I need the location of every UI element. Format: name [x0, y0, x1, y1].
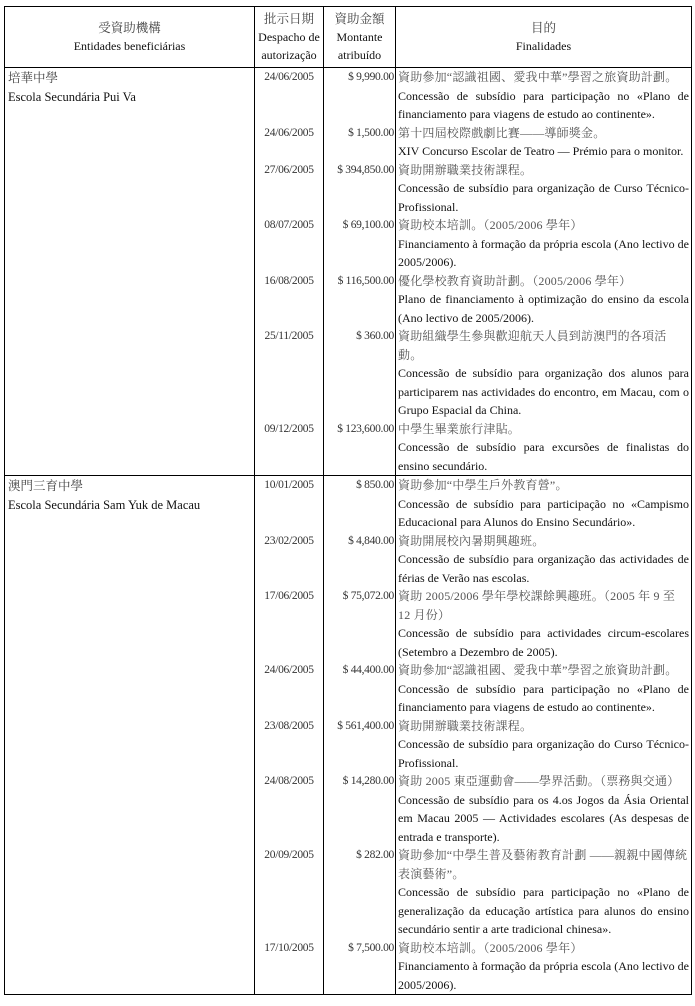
purpose-pt: Concessão de subsídio para excursões de finalistas do ensino secundário.: [398, 440, 689, 473]
header-date: [255, 7, 324, 68]
purpose-zh: 資助參加“中學生戶外教育營”。: [398, 478, 568, 492]
date-cell: [255, 68, 324, 476]
approval-date: 27/06/2005: [264, 163, 314, 176]
approval-date: 24/06/2005: [264, 71, 314, 83]
approval-date: 23/08/2005: [264, 719, 314, 732]
purpose-zh: 資助組織學生參與歡迎航天人員到訪澳門的各項活動。: [398, 329, 667, 362]
amount-value: $ 360.00: [356, 330, 394, 342]
amount-value: $ 75,072.00: [342, 590, 394, 602]
purpose-zh: 資助開辦職業技術課程。: [398, 718, 533, 733]
amount-value: $ 14,280.00: [342, 775, 394, 787]
header-row: [5, 7, 692, 68]
purpose-item: [396, 161, 691, 217]
approval-date: 24/08/2005: [264, 775, 314, 787]
subsidy-table: [4, 6, 692, 995]
purpose-zh: 中學生畢業旅行津貼。: [398, 421, 521, 436]
approval-date: 09/12/2005: [264, 422, 314, 435]
purpose-pt: Concessão de subsídio para participação no «Plano de financiamento para viagens de estudo ao continente».: [398, 88, 689, 121]
purpose-pt: Concessão de subsídio para os 4.os Jogos da Ásia Oriental em Macau 2005 — Actividades escolares (As despesas de entrada e transporte).: [398, 792, 689, 844]
amount-value: $ 44,400.00: [342, 664, 394, 676]
approval-date: 20/09/2005: [264, 849, 314, 861]
header-amount: [324, 7, 396, 68]
amount-value: $ 394,850.00: [337, 163, 394, 176]
purpose-item: [396, 327, 691, 420]
purpose-pt: Financiamento à formação da própria escola (Ano lectivo de 2005/2006).: [398, 959, 689, 992]
purpose-zh: 資助 2005 東亞運動會——學界活動。（票務與交通）: [398, 774, 680, 788]
amount-value: $ 561,400.00: [337, 719, 394, 732]
amount-cell: [324, 476, 396, 995]
purpose-item: [396, 846, 691, 939]
purpose-pt: Concessão de subsídio para actividades circum-escolares (Setembro a Dezembro de 2005).: [398, 626, 689, 659]
purpose-zh: 資助開辦職業技術課程。: [398, 162, 533, 177]
entity-name-pt: Escola Secundária Sam Yuk de Macau: [8, 497, 201, 512]
approval-date: 08/07/2005: [264, 219, 314, 231]
purpose-zh: 資助校本培訓。（2005/2006 學年）: [398, 218, 583, 232]
purpose-zh: 資助參加“中學生普及藝術教育計劃 ——親親中國傳統表演藝術”。: [398, 848, 688, 881]
purpose-item: [396, 68, 691, 124]
date-cell: [255, 476, 324, 995]
purpose-pt: Concessão de subsídio para participação no «Campismo Educacional para Alunos do Ensino Secundário».: [398, 496, 689, 529]
purpose-zh: 資助 2005/2006 學年學校課餘興趣班。（2005 年 9 至 12 月份）: [398, 589, 676, 622]
header-amount-pt1: Montante: [336, 30, 383, 44]
header-date-pt1: Despacho de: [258, 30, 320, 44]
purpose-pt: Concessão de subsídio para organização dos alunos para participarem nas actividades do encontro, em Macau, com o Grupo Espacial da China.: [398, 366, 689, 417]
amount-value: $ 850.00: [356, 479, 394, 491]
header-entity: [5, 7, 255, 68]
approval-date: 23/02/2005: [264, 534, 314, 547]
approval-date: 24/06/2005: [264, 664, 314, 676]
entity-cell: [5, 476, 255, 995]
purpose-item: [396, 272, 691, 328]
purpose-pt: Concessão de subsídio para participação no «Plano de financiamento para viagens de estudo ao continente».: [398, 681, 689, 714]
table-body: [5, 68, 692, 995]
purpose-cell: [396, 68, 692, 476]
approval-date: 25/11/2005: [264, 330, 314, 342]
purpose-item: [396, 476, 691, 532]
approval-date: 16/08/2005: [264, 274, 314, 287]
purpose-pt: XIV Concurso Escolar de Teatro — Prémio para o monitor.: [398, 144, 684, 158]
amount-value: $ 9,990.00: [348, 71, 394, 83]
amount-value: $ 123,600.00: [337, 422, 394, 435]
approval-date: 17/10/2005: [264, 941, 314, 954]
purpose-pt: Plano de financiamento à optimização do ensino da escola (Ano lectivo de 2005/2006).: [398, 292, 689, 325]
purpose-item: [396, 587, 691, 661]
purpose-item: [396, 939, 691, 995]
purpose-zh: 資助參加“認識祖國、愛我中華”學習之旅資助計劃。: [398, 70, 678, 84]
purpose-item: [396, 216, 691, 272]
amount-value: $ 1,500.00: [348, 126, 394, 139]
entity-group-row: [5, 68, 692, 476]
amount-value: $ 4,840.00: [348, 534, 394, 547]
entity-cell: [5, 68, 255, 476]
header-date-zh: 批示日期: [263, 12, 314, 26]
purpose-pt: Concessão de subsídio para organização das actividades de férias de Verão nas escolas.: [398, 552, 689, 585]
amount-value: $ 7,500.00: [348, 941, 394, 954]
amount-value: $ 116,500.00: [337, 274, 394, 287]
purpose-zh: 第十四屆校際戲劇比賽——導師獎金。: [398, 125, 606, 140]
approval-date: 17/06/2005: [264, 590, 314, 602]
header-entity-zh: 受資助機構: [98, 21, 161, 35]
header-entity-pt: Entidades beneficiárias: [73, 39, 186, 53]
header-purpose-zh: 目的: [530, 21, 556, 35]
purpose-pt: Concessão de subsídio para organização do Curso Técnico-Profissional.: [398, 737, 689, 770]
header-date-pt2: autorização: [261, 48, 317, 62]
header-purpose: [396, 7, 692, 68]
purpose-zh: 資助參加“認識祖國、愛我中華”學習之旅資助計劃。: [398, 663, 678, 677]
header-purpose-pt: Finalidades: [515, 39, 572, 53]
amount-value: $ 69,100.00: [342, 219, 394, 231]
approval-date: 10/01/2005: [264, 479, 314, 491]
header-amount-pt2: atribuído: [337, 48, 382, 62]
purpose-item: [396, 124, 691, 161]
approval-date: 24/06/2005: [264, 126, 314, 139]
entity-group-row: [5, 476, 692, 995]
purpose-pt: Financiamento à formação da própria escola (Ano lectivo de 2005/2006).: [398, 236, 689, 269]
purpose-zh: 優化學校教育資助計劃。（2005/2006 學年）: [398, 273, 632, 288]
purpose-item: [396, 420, 691, 476]
purpose-item: [396, 717, 691, 773]
header-amount-zh: 資助金額: [334, 12, 385, 26]
purpose-item: [396, 772, 691, 846]
entity-name-zh: 培華中學: [8, 71, 59, 85]
purpose-pt: Concessão de subsídio para participação no «Plano de generalização da educação artística para alunos do ensino secundário sentir a arte tradicional chinesa».: [398, 885, 689, 936]
amount-cell: [324, 68, 396, 476]
entity-name-zh: 澳門三育中學: [8, 479, 84, 493]
purpose-cell: [396, 476, 692, 995]
amount-value: $ 282.00: [356, 849, 394, 861]
purpose-zh: 資助校本培訓。（2005/2006 學年）: [398, 940, 583, 955]
entity-name-pt: Escola Secundária Pui Va: [8, 89, 136, 104]
purpose-item: [396, 661, 691, 717]
purpose-item: [396, 532, 691, 588]
purpose-pt: Concessão de subsídio para organização de Curso Técnico-Profissional.: [398, 181, 689, 214]
purpose-zh: 資助開展校內暑期興趣班。: [398, 533, 545, 548]
